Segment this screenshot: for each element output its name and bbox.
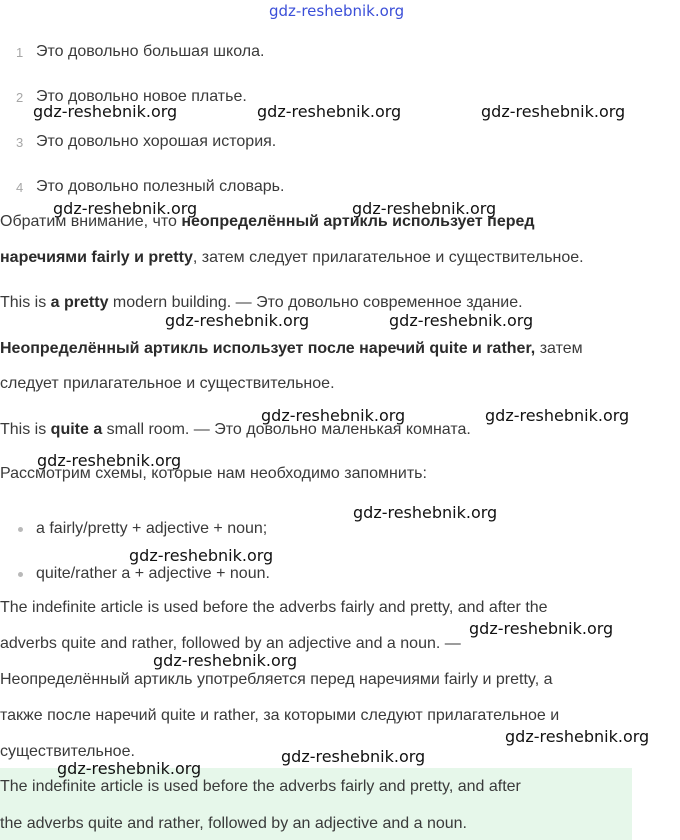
watermark: gdz-reshebnik.org (352, 199, 497, 218)
bullet-icon (18, 572, 23, 577)
rule-paragraph-line: Неопределённый артикль использует после наречий quite и rather, затем (0, 340, 583, 357)
watermark: gdz-reshebnik.org (353, 503, 498, 522)
watermark: gdz-reshebnik.org (57, 759, 202, 778)
watermark: gdz-reshebnik.org (485, 406, 630, 425)
rule-paragraph-line: наречиями fairly и pretty, затем следует прилагательное и существительное. (0, 249, 584, 266)
watermark: gdz-reshebnik.org (505, 727, 650, 746)
watermark: gdz-reshebnik.org (129, 546, 274, 565)
summary-paragraph-line: существительное. (0, 743, 135, 760)
bullet-icon (18, 527, 23, 532)
watermark: gdz-reshebnik.org (33, 102, 178, 121)
watermark: gdz-reshebnik.org (53, 199, 198, 218)
list-item: Это довольно хорошая история. (36, 133, 277, 150)
watermark: gdz-reshebnik.org (281, 747, 426, 766)
watermark: gdz-reshebnik.org (257, 102, 402, 121)
list-item: a fairly/pretty + adjective + noun; (36, 520, 268, 537)
schemes-intro: Рассмотрим схемы, которые нам необходимо запомнить: (0, 465, 427, 482)
list-item: Это довольно большая школа. (36, 43, 265, 60)
header-watermark: gdz-reshebnik.org (269, 2, 405, 20)
list-number: 4 (16, 180, 24, 195)
list-item: Это довольно новое платье. (36, 88, 247, 105)
list-item: quite/rather a + adjective + noun. (36, 565, 270, 582)
highlight-text-line: the adverbs quite and rather, followed by an adjective and a noun. (0, 815, 467, 832)
watermark: gdz-reshebnik.org (37, 451, 182, 470)
highlight-text-line: The indefinite article is used before the adverbs fairly and pretty, and after (0, 778, 521, 795)
summary-paragraph-line: Неопределённый артикль употребляется перед наречиями fairly и pretty, а (0, 671, 553, 688)
watermark: gdz-reshebnik.org (165, 311, 310, 330)
rule-paragraph-line: следует прилагательное и существительное. (0, 375, 335, 392)
example-sentence: This is a pretty modern building. — Это довольно современное здание. (0, 294, 523, 311)
rule-paragraph-line: Обратим внимание, что неопределённый артикль использует перед (0, 213, 535, 230)
watermark: gdz-reshebnik.org (261, 406, 406, 425)
watermark: gdz-reshebnik.org (389, 311, 534, 330)
watermark: gdz-reshebnik.org (469, 619, 614, 638)
watermark: gdz-reshebnik.org (481, 102, 626, 121)
watermark: gdz-reshebnik.org (153, 651, 298, 670)
list-number: 1 (16, 45, 24, 60)
list-item: Это довольно полезный словарь. (36, 178, 285, 195)
example-sentence: This is quite a small room. — Это довольно маленькая комната. (0, 421, 471, 438)
list-number: 2 (16, 90, 24, 105)
summary-paragraph-line: adverbs quite and rather, followed by an adjective and a noun. — (0, 635, 461, 652)
summary-paragraph-line: также после наречий quite и rather, за которыми следуют прилагательное и (0, 707, 560, 724)
list-number: 3 (16, 135, 24, 150)
summary-paragraph-line: The indefinite article is used before the adverbs fairly and pretty, and after the (0, 599, 548, 616)
